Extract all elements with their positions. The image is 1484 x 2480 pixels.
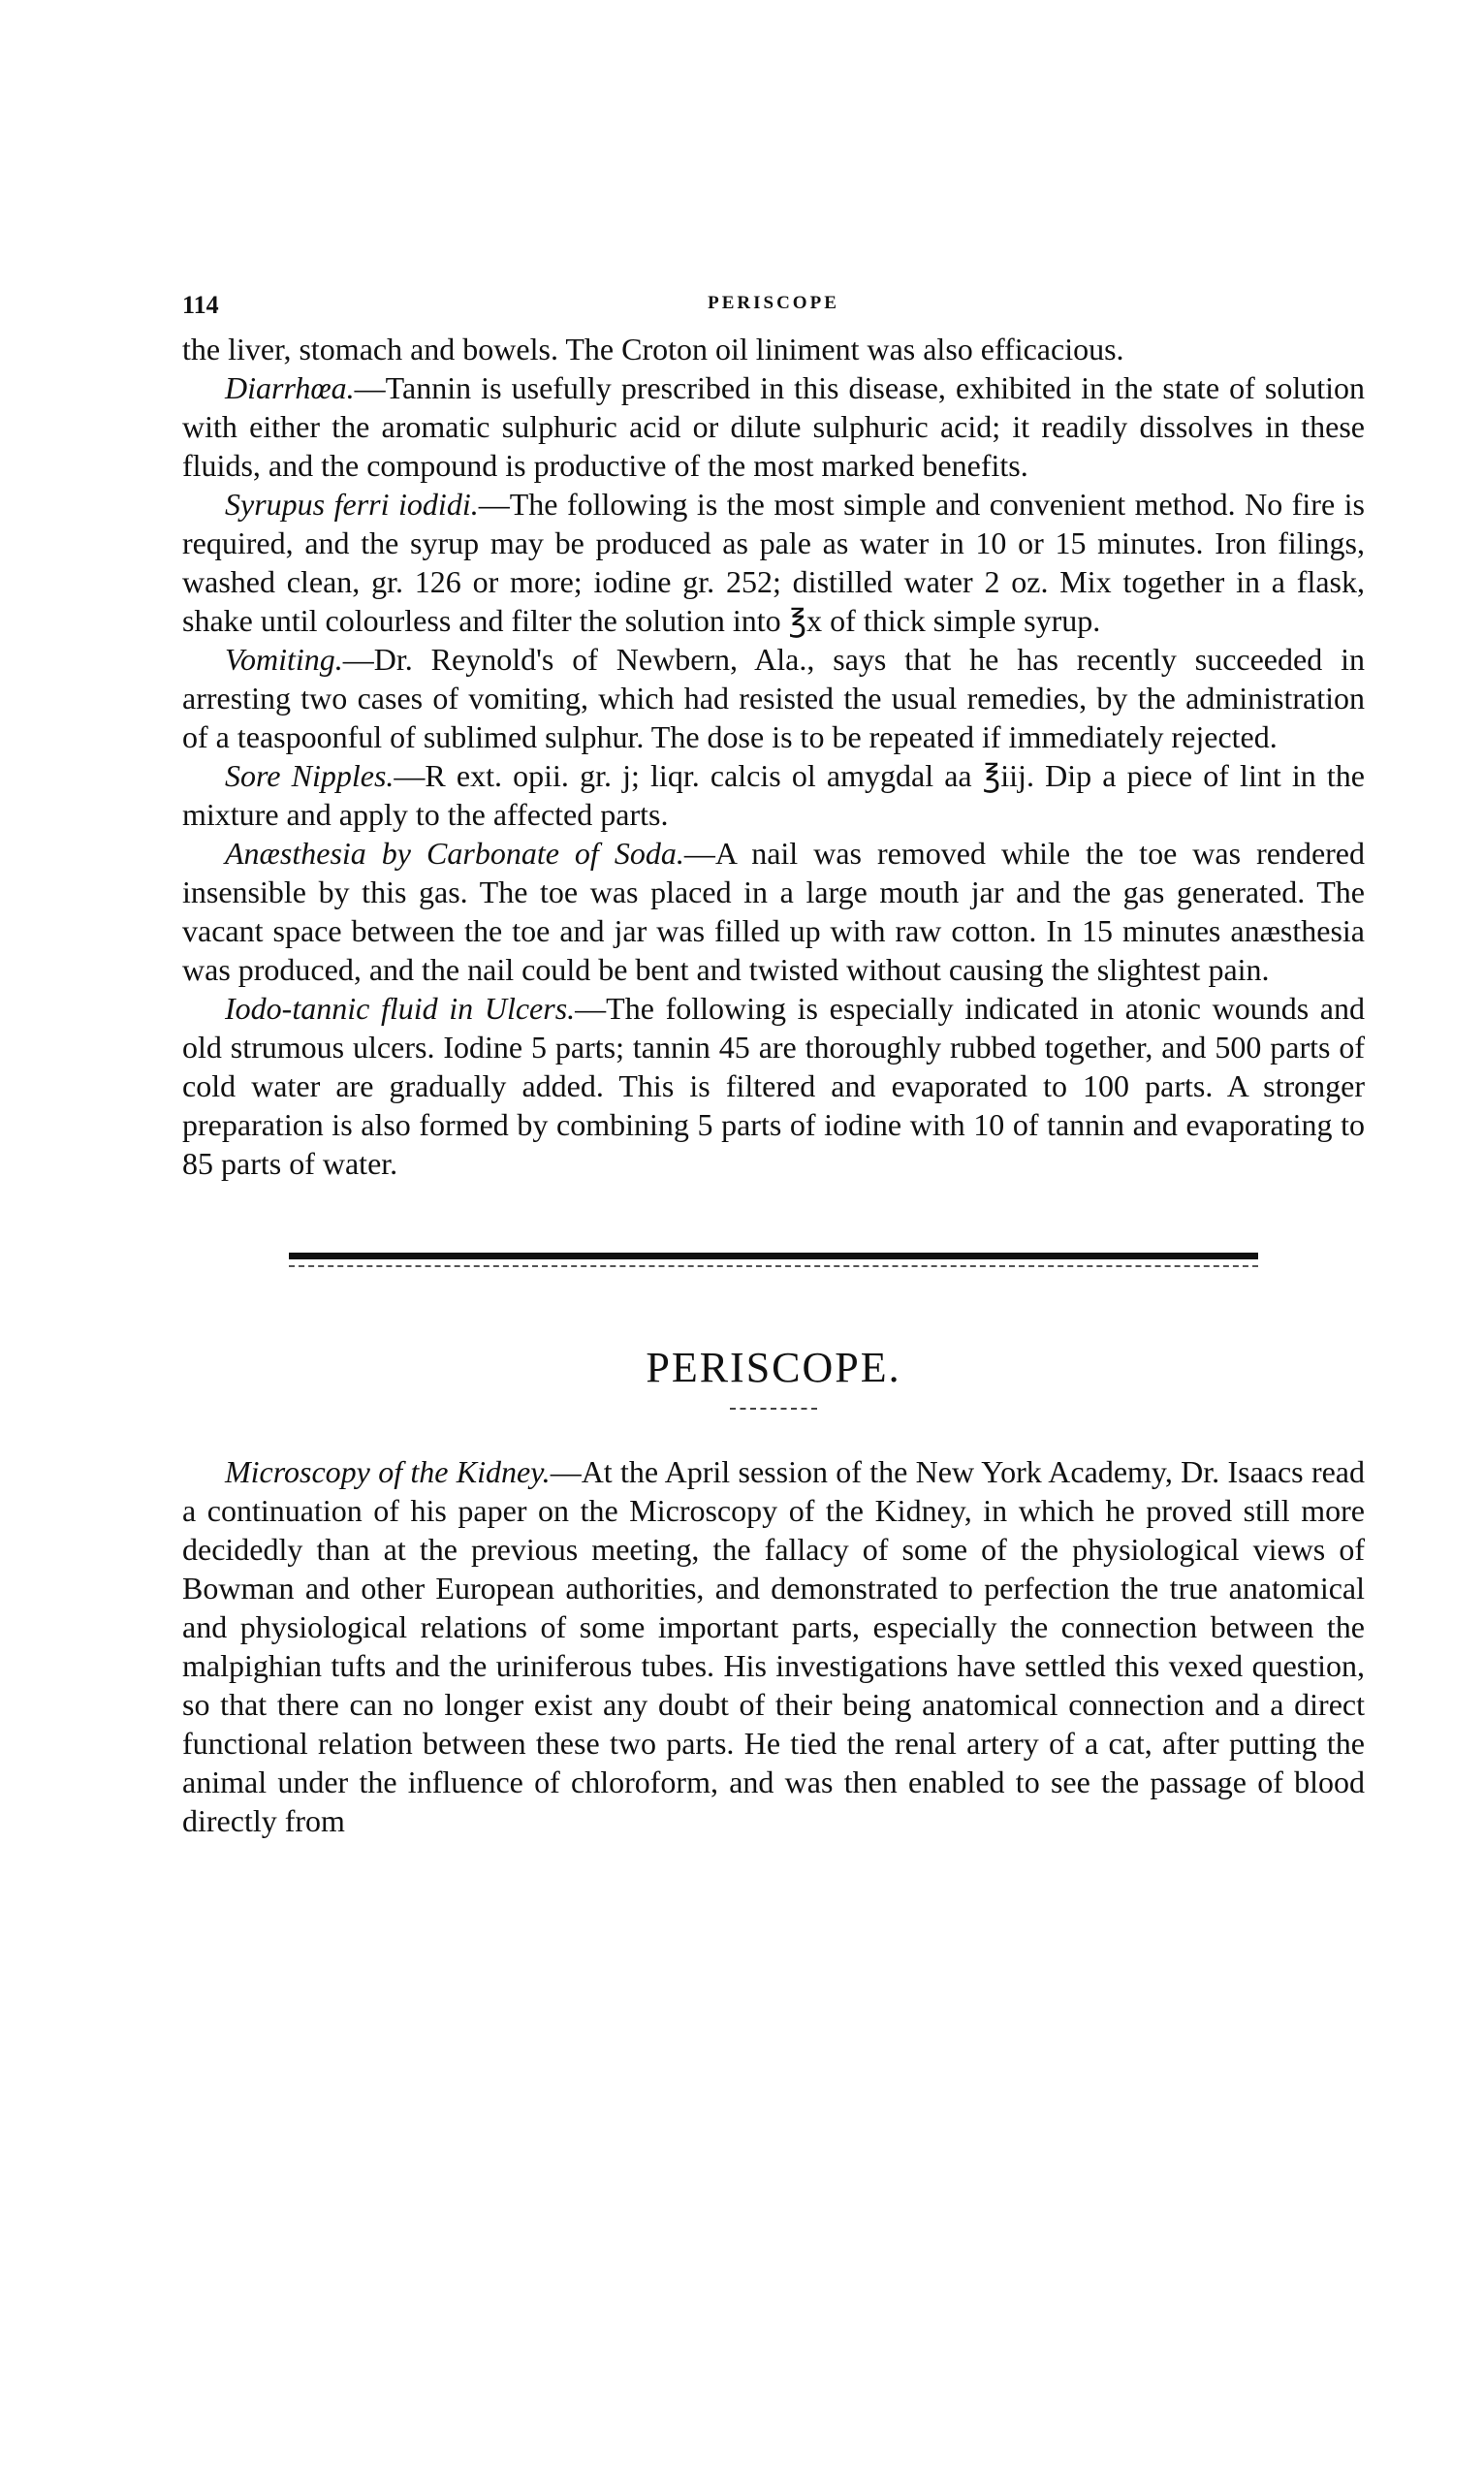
section-title-rule bbox=[730, 1408, 817, 1410]
paragraph-text: —Dr. Reynold's of Newbern, Ala., says that he has recently succeeded in arresting two cases of vomiting, which had resisted the usual remedies, by the administration of a teaspoonful of sublimed sulphur. The dose is to be repeated if immediately rejected. bbox=[182, 642, 1365, 754]
paragraph bbox=[182, 1452, 1365, 1840]
page-number: 114 bbox=[182, 291, 219, 319]
run-in-heading: Sore Nipples. bbox=[225, 758, 395, 793]
running-head bbox=[182, 291, 1365, 330]
paragraph bbox=[182, 485, 1365, 640]
run-in-heading: Microscopy of the Kidney. bbox=[225, 1454, 551, 1489]
paragraph-text: —The following is the most simple and convenient method. No fire is required, and the syrup may be produced as pale as water in 10 or 15 minutes. Iron filings, washed clean, gr. 126 or more; iodine gr. 252; distilled water 2 oz. Mix together in a flask, shake until colourless and filter the solution into ℥x of thick simple syrup. bbox=[182, 487, 1365, 638]
run-in-heading: Diarrhœa. bbox=[225, 370, 355, 405]
section-rule bbox=[289, 1253, 1258, 1259]
paragraph-text: —At the April session of the New York Academy, Dr. Isaacs read a continuation of his paper on the Microscopy of the Kidney, in which he proved still more decidedly than at the previous meeting, the fallacy of some of the physiological views of Bowman and other European authorities, and demonstrated to perfection the true anatomical and physiological relations of some important parts, especially the connection between the malpighian tufts and the uriniferous tubes. His investigations have settled this vexed question, so that there can no longer exist any doubt of their being anatomical connection and a direct functional relation between these two parts. He tied the renal artery of a cat, after putting the animal under the influence of chloroform, and was then enabled to see the passage of blood directly from bbox=[182, 1454, 1366, 1838]
paragraph bbox=[182, 756, 1365, 834]
paragraph-text: —Tannin is usefully prescribed in this disease, exhibited in the state of solution with either the aromatic sulphuric acid or dilute sulphuric acid; it readily dissolves in these fluids, and the compound is productive of the most marked benefits. bbox=[182, 370, 1365, 483]
running-title: PERISCOPE bbox=[708, 293, 839, 313]
paragraph bbox=[182, 834, 1365, 989]
paragraph-text: the liver, stomach and bowels. The Croton oil liniment was also efficacious. bbox=[182, 332, 1124, 366]
run-in-heading: Syrupus ferri iodidi. bbox=[225, 487, 479, 522]
run-in-heading: Anæsthesia by Carbonate of Soda. bbox=[225, 836, 684, 871]
run-in-heading: Iodo-tannic fluid in Ulcers. bbox=[225, 991, 576, 1026]
paragraph-text: —R ext. opii. gr. j; liqr. calcis ol amygdal aa ℥iij. Dip a piece of lint in the mixture and apply to the affected parts. bbox=[182, 758, 1366, 832]
section-title: PERISCOPE. bbox=[646, 1344, 901, 1391]
run-in-heading: Vomiting. bbox=[225, 642, 343, 677]
bottom-text-block bbox=[182, 1452, 1365, 1840]
paragraph-text: —A nail was removed while the toe was rendered insensible by this gas. The toe was placed in a large mouth jar and the gas generated. The vacant space between the toe and jar was filled up with raw cotton. In 15 minutes anæsthesia was produced, and the nail could be bent and twisted without causing the slightest pain. bbox=[182, 836, 1366, 987]
paragraph bbox=[182, 989, 1365, 1183]
paragraph bbox=[182, 330, 1365, 368]
section-rule-dashed bbox=[289, 1265, 1258, 1267]
top-text-block bbox=[182, 330, 1365, 1183]
paragraph bbox=[182, 368, 1365, 485]
page bbox=[182, 291, 1365, 1840]
paragraph bbox=[182, 640, 1365, 756]
paragraph-text: —The following is especially indicated in atonic wounds and old strumous ulcers. Iodine 5 parts; tannin 45 are thoroughly rubbed together, and 500 parts of cold water are gradually added. This is filtered and evaporated to 100 parts. A stronger preparation is also formed by combining 5 parts of iodine with 10 of tannin and evaporating to 85 parts of water. bbox=[182, 991, 1366, 1181]
